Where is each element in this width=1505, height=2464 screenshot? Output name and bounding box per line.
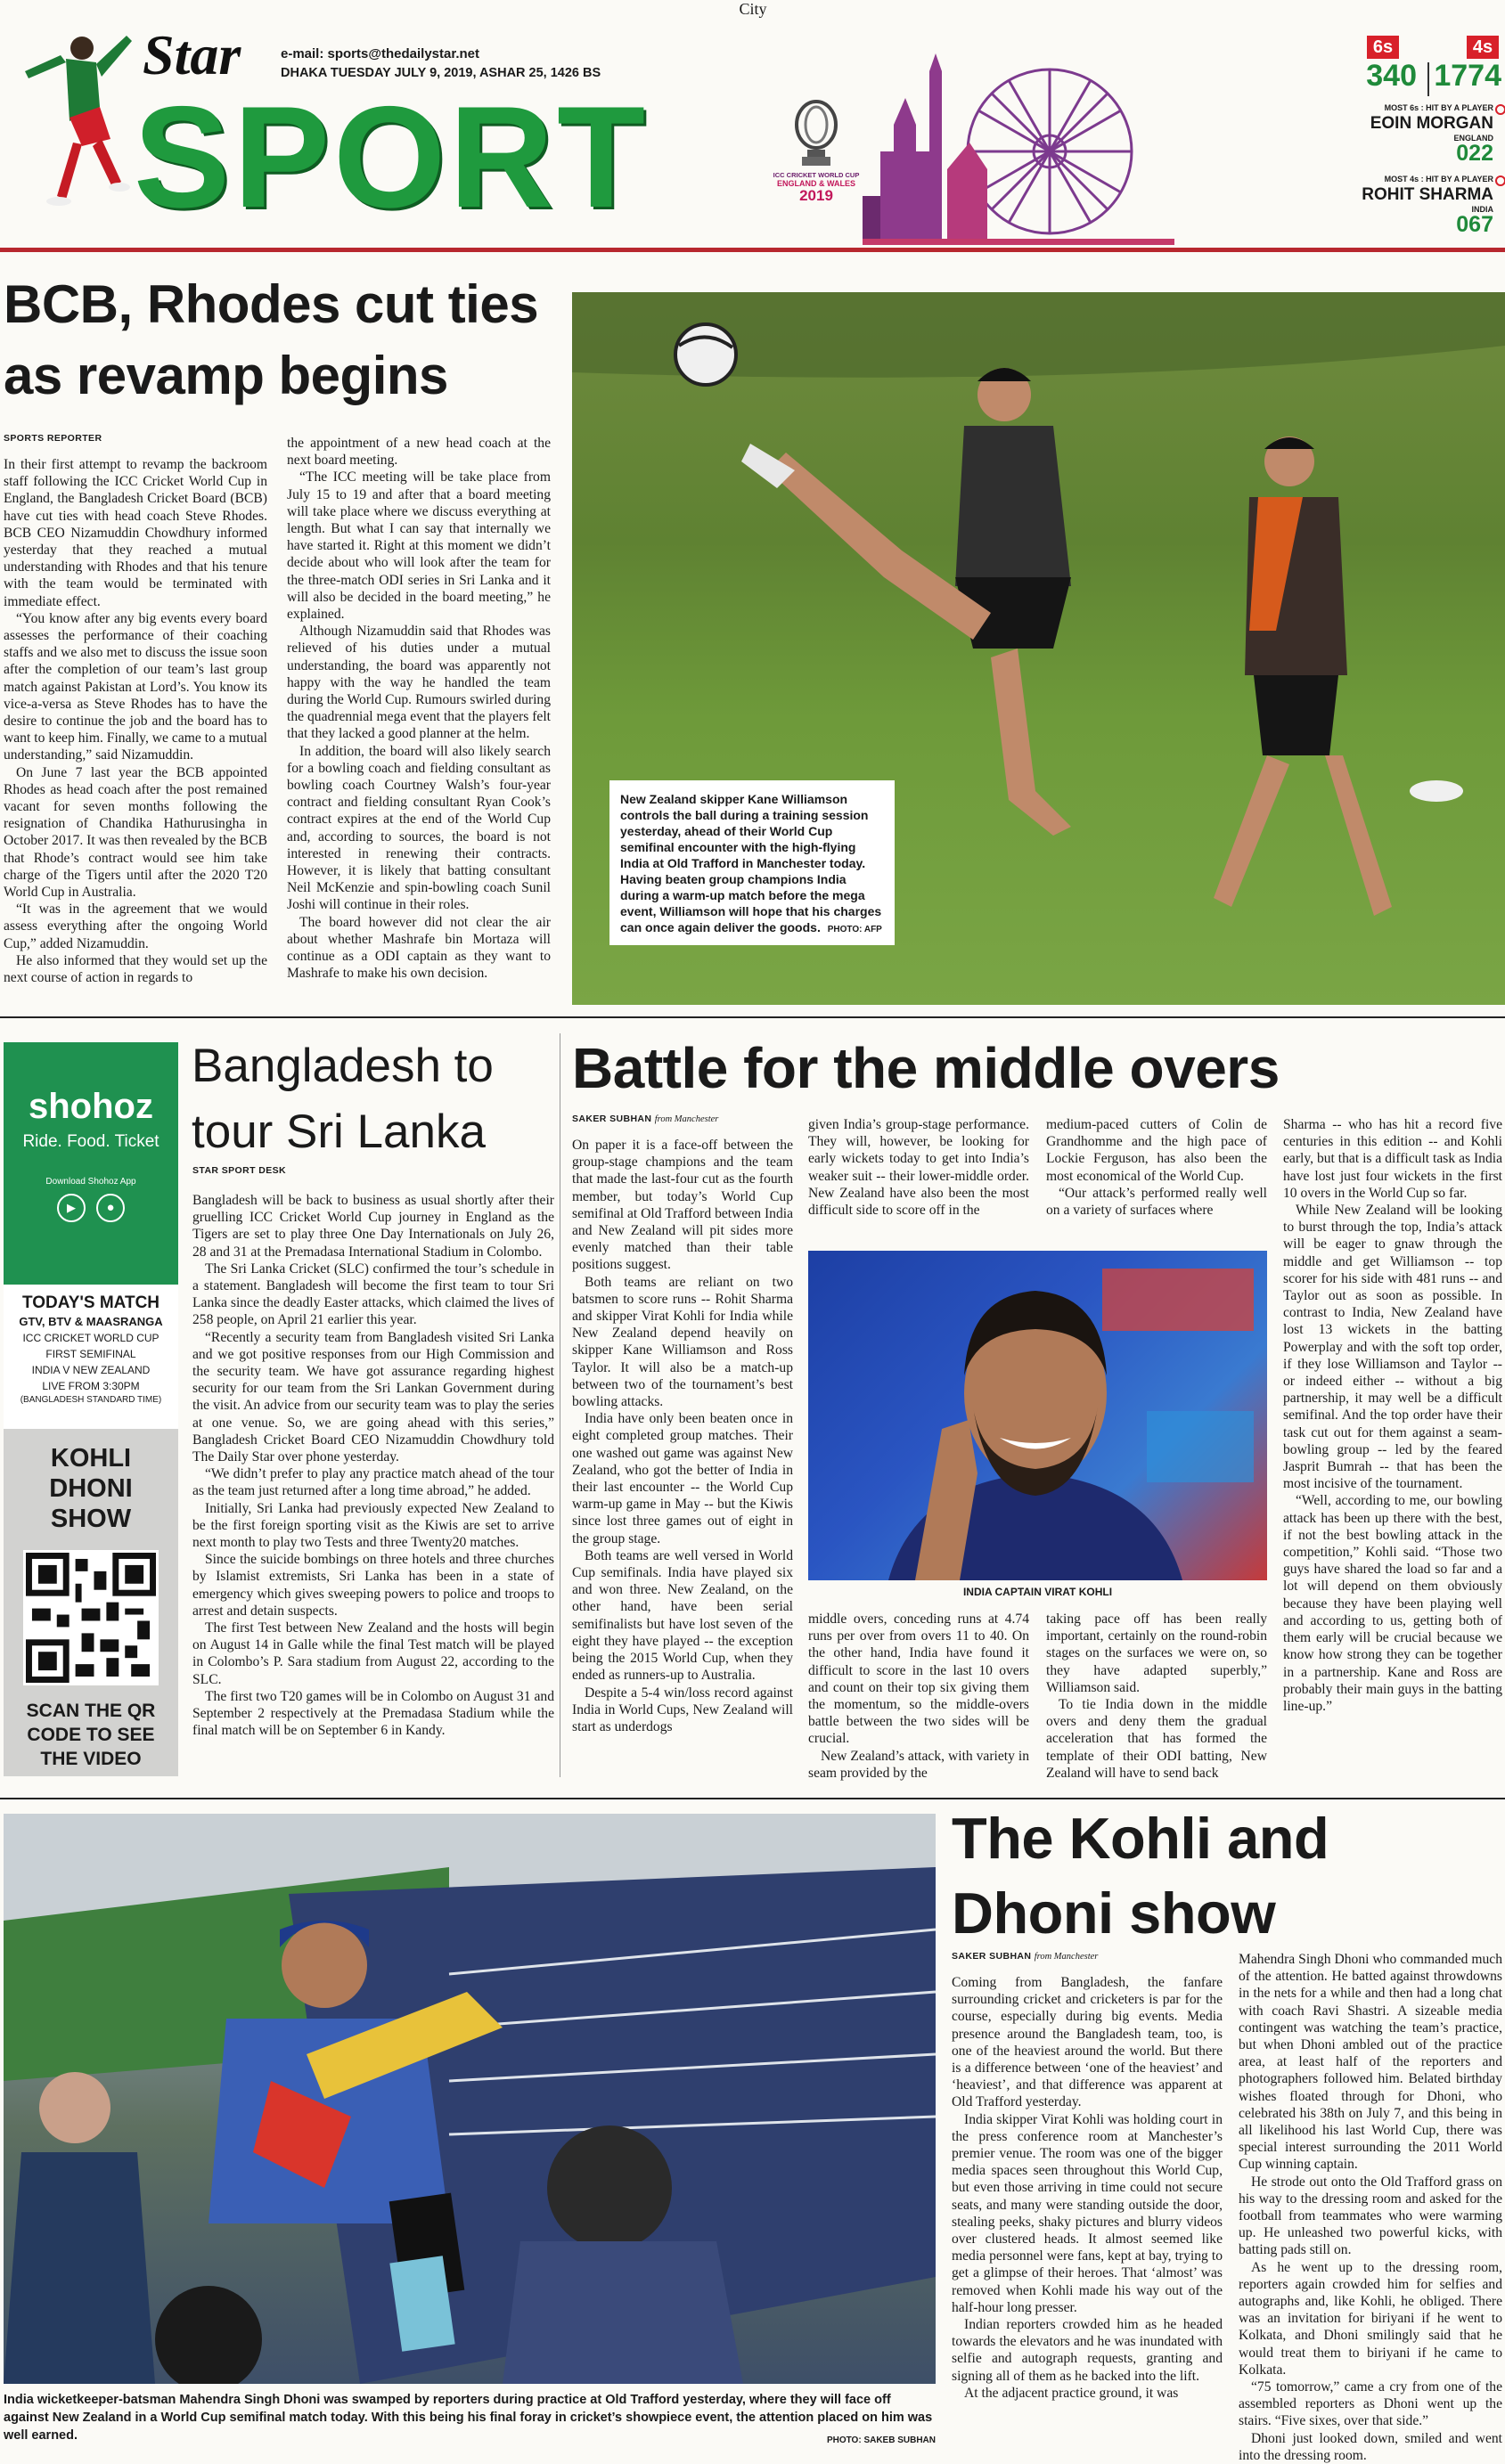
- promo-scan-line1: SCAN THE QR: [26, 1701, 156, 1721]
- stats-panel: [1346, 36, 1505, 249]
- story3-col3-bottom: [1046, 1611, 1267, 1782]
- body-paragraph: He also informed that they would set up the next course of action in regards to: [4, 952, 267, 986]
- record-dot-icon: [1495, 175, 1505, 186]
- masthead-dateline: DHAKA TUESDAY JULY 9, 2019, ASHAR 25, 1426 BS: [281, 66, 601, 80]
- body-paragraph: “75 tomorrow,” came a cry from one of the assembled reporters as Dhoni went up the stairs. “Five sixes, over that side.”: [1239, 2379, 1502, 2429]
- story3-byline-name: SAKER SUBHAN: [572, 1114, 652, 1124]
- wc-logo-line2: ENGLAND & WALES: [776, 179, 855, 188]
- story3-col3-top: [1046, 1116, 1267, 1219]
- section-divider: [0, 1016, 1505, 1018]
- todays-match-round: FIRST SEMIFINAL: [45, 1348, 136, 1360]
- bowler-figure-image: [4, 21, 137, 244]
- sixes-label: 6s: [1367, 36, 1399, 59]
- story4-photo-caption: India wicketkeeper-batsman Mahendra Singh Dhoni was swamped by reporters during practice at Old Trafford yesterday, where they will face off against New Zealand in a World Cup semifinal match today. With this being his final foray in cricket’s showpiece event, the attention placed on him was well earned.: [4, 2393, 933, 2443]
- story4-photo-credit: PHOTO: SAKEB SUBHAN: [826, 2435, 936, 2445]
- body-paragraph: The first Test between New Zealand and the hosts will begin on August 14 in Galle while the final Test match will be played in Colombo’s P. Sara stadium from August 22, according to the SLC.: [192, 1620, 554, 1687]
- body-paragraph: Since the suicide bombings on three hotels and three churches by Islamist extremists, Sri Lanka has been in a state of emergency which gives sweeping powers to police and troops to arrest and detain suspects.: [192, 1552, 554, 1619]
- body-paragraph: In addition, the board will also likely search for a bowling coach and fielding consultant as bowling coach Courtney Walsh’s four-year contract and fielding consultant Ryan Cook’s contract expires at the end of the World Cup and, according to sources, the board is not interested in renewing their contracts. However, it is likely that batting consultant Neil McKenzie and spin-bowling coach Sunil Joshi will continue in their roles.: [287, 743, 551, 913]
- todays-match-fixture: INDIA V NEW ZEALAND: [31, 1364, 151, 1376]
- story1-photo-caption-box: [609, 780, 895, 945]
- todays-match-channels: GTV, BTV & MAASRANGA: [19, 1315, 163, 1328]
- body-paragraph: “Recently a security team from Bangladesh visited Sri Lanka and we got positive responses from our High Commission and the security team. We have got assurance regarding highest security for our team from the Sri Lankan Government during the visit. An advice from our security team was to play the series at one venue. So, we are going ahead with this series,” Bangladesh Cricket Board CEO Nizamuddin Chowdhury told The Daily Star over phone yesterday.: [192, 1329, 554, 1465]
- williamson-training-photo: [572, 292, 1505, 1005]
- body-paragraph: Initially, Sri Lanka had previously expected New Zealand to be the first foreign sporting visit as the Kiwis are set to arrive next month to play two Tests and three Twenty20 matches.: [192, 1500, 554, 1551]
- body-paragraph: On June 7 last year the BCB appointed Rhodes as head coach after the post remained vacant for seven months following the resignation of Chandika Hathurusingha in October 2017. It was then revealed by the BCB that Rhode’s contract would see him take charge of the Tigers until after the 2020 T20 World Cup in Australia.: [4, 764, 267, 901]
- body-paragraph: “Well, according to me, our bowling attack has been up there with the best, if not the best bowling attack in the competition,” Kohli said. “Those two guys have shared the load so far and a lot will depend on them obviously because they have been playing well and according to us, getting both of them early will be crucial because we know how strong they can be together in a partnership. Kane and Ross are probably their main guys in the batting line-up.”: [1283, 1493, 1502, 1714]
- kohli-press-photo: [808, 1251, 1267, 1580]
- most-sixes-name: EOIN MORGAN: [1370, 114, 1493, 133]
- apple-store-icon[interactable]: ●: [96, 1194, 125, 1222]
- todays-match-timezone: (BANGLADESH STANDARD TIME): [20, 1395, 162, 1405]
- shohoz-tagline: Ride. Food. Ticket: [22, 1132, 159, 1151]
- body-paragraph: Dhoni just looked down, smiled and went into the dressing room.: [1239, 2430, 1502, 2463]
- shohoz-brand: shohoz: [29, 1087, 153, 1126]
- body-paragraph: To tie India down in the middle overs and deny them the gradual acceleration that has formed the template of their ODI batting, New Zealand will have to send back: [1046, 1697, 1267, 1781]
- most-fours-value: 067: [1456, 212, 1493, 237]
- page-label: City: [739, 0, 767, 18]
- promo-title-line1: KOHLI: [50, 1444, 132, 1473]
- todays-match-title: TODAY'S MATCH: [21, 1293, 160, 1312]
- story4-col1: [952, 1974, 1223, 2402]
- story1-photo-credit: PHOTO: AFP: [827, 925, 882, 934]
- body-paragraph: India have only been beaten once in eight completed group matches. Their one washed out game was against New Zealand, who got the better of India in their last encounter -- the World Cup warm-up game in May -- but the Kiwis since lost three games out of eight in the group stage.: [572, 1411, 793, 1546]
- section-divider: [0, 1798, 1505, 1799]
- shohoz-download: Download Shohoz App: [45, 1177, 136, 1187]
- play-store-icon[interactable]: ▶: [57, 1194, 86, 1222]
- body-paragraph: India skipper Virat Kohli was holding court in the press conference room at Manchester’s premier venue. The room was one of the bigger media spaces seen throughout this World Cup, but even those arriving in time could not secure seats, and many were standing outside the door, stealing peeks, shaky pictures and blurry videos over clustered heads. It almost seemed like media personnel were fans, kept at bay, trying to get a glimpse of their heroes. That ‘almost’ was removed when Kohli made his way out of the half-hour long presser.: [952, 2111, 1223, 2315]
- body-paragraph: Indian reporters crowded him as he headed towards the elevators and he was inundated with selfie and autograph requests, granting and signing all of them as he backed into the lift.: [952, 2317, 1223, 2384]
- wc-logo-line1: ICC CRICKET WORLD CUP: [773, 171, 860, 179]
- body-paragraph: middle overs, conceding runs at 4.74 runs per over from overs 11 to 40. On the other hand, India have found it difficult to score in the last 10 overs and count on their top six giving them the momentum, so the middle-overs battle between the two sides will be crucial.: [808, 1611, 1029, 1747]
- promo-scan-line3: THE VIDEO: [40, 1749, 142, 1769]
- dhoni-reporters-photo: [4, 1814, 936, 2384]
- promo-title-line3: SHOW: [50, 1505, 132, 1533]
- body-paragraph: medium-paced cutters of Colin de Grandhomme and the high pace of Lockie Ferguson, has also been the most economical of the World Cup.: [1046, 1117, 1267, 1184]
- skyline-illustration: [863, 18, 1174, 245]
- body-paragraph: Both teams are reliant on two batsmen to score runs -- Rohit Sharma and skipper Virat Kohli for India while New Zealand depend heavily on skipper Kane Williamson and Ross Taylor. It will also be a match-up between two of the tournament’s best bowling attacks.: [572, 1274, 793, 1410]
- fours-value: 1774: [1434, 59, 1501, 93]
- stats-divider: [1427, 62, 1429, 96]
- promo-scan-line2: CODE TO SEE: [27, 1725, 155, 1745]
- story3-byline: [572, 1114, 718, 1124]
- body-paragraph: “Our attack’s performed really well on a variety of surfaces where: [1046, 1185, 1267, 1219]
- story1-photo-caption: New Zealand skipper Kane Williamson controls the ball during a training session yesterday, ahead of their World Cup semifinal encounter with the high-flying India at Old Trafford in Manchester today. Having beaten group champions India during a warm-up match before the mega event, Williamson will hope that his charges can once again deliver the goods.: [620, 792, 882, 934]
- body-paragraph: On paper it is a face-off between the group-stage champions and the team that made the last-four cut as the fourth member, but today’s World Cup semifinal at Old Trafford between India and New Zealand will pit sides more evenly matched than their table positions suggest.: [572, 1138, 793, 1273]
- most-sixes-team: ENGLAND: [1453, 134, 1493, 143]
- body-paragraph: “It was in the agreement that we would assess everything after the ongoing World Cup,” added Nizamuddin.: [4, 902, 267, 951]
- story3-byline-from: from Manchester: [654, 1114, 719, 1124]
- body-paragraph: The first two T20 games will be in Colombo on August 31 and September 2 respectively at the Premadasa Stadium while the final match will be on September 6 in Kandy.: [192, 1688, 554, 1739]
- video-promo-box[interactable]: [4, 1429, 178, 1776]
- story4-byline: [952, 1951, 1098, 1962]
- masthead-rule: [0, 248, 1505, 252]
- story4-photo-caption-wrap: [4, 2391, 936, 2450]
- body-paragraph: Sharma -- who has hit a record five centuries in this edition -- and Kohli early, but that is a difficult task as India have lost just four wickets in the first 10 overs in the World Cup so far.: [1283, 1117, 1502, 1201]
- body-paragraph: In their first attempt to revamp the backroom staff following the ICC Cricket World Cup in England, the Bangladesh Cricket Board (BCB) have cut ties with head coach Steve Rhodes. BCB CEO Nizamuddin Chowdhury informed yesterday that they reached a mutual understanding with Rhodes and that his tenure with the team would be terminated with immediate effect.: [4, 457, 267, 609]
- sixes-value: 340: [1366, 59, 1417, 93]
- masthead-logo-star: Star: [143, 23, 241, 86]
- story3-col4: [1283, 1116, 1502, 1715]
- most-sixes-value: 022: [1456, 141, 1493, 166]
- most-fours-team: INDIA: [1471, 205, 1493, 214]
- story2-byline: STAR SPORT DESK: [192, 1165, 286, 1176]
- body-paragraph: Bangladesh will be back to business as usual shortly after their gruelling ICC Cricket World Cup journey in England as the Tigers are set to play three One Day Internationals on July 26, 28 and 31 at the Premadasa International Stadium in Colombo.: [192, 1193, 554, 1260]
- masthead-logo-sport: SPORT: [134, 77, 650, 238]
- most-fours-name: ROHIT SHARMA: [1362, 185, 1493, 204]
- masthead-email: e-mail: sports@thedailystar.net: [281, 46, 480, 61]
- story2-headline: Bangladesh to tour Sri Lanka: [192, 1040, 494, 1158]
- trophy-icon: [789, 98, 843, 171]
- story4-byline-name: SAKER SUBHAN: [952, 1951, 1032, 1962]
- body-paragraph: Mahendra Singh Dhoni who commanded much of the attention. He batted against throwdowns in the nets for a while and then had a long chat with coach Ravi Shastri. A sizeable media contingent was watching the team’s practice, but when Dhoni ambled out of the practice area, at least half of the reporters and photographers followed him. Belated birthday wishes floated through for Dhoni, who celebrated his 38th on July 7, and this being in all likelihood his last World Cup, there was special interest surrounding the 2011 World Cup winning captain.: [1239, 1952, 1502, 2173]
- body-paragraph: At the adjacent practice ground, it was: [964, 2385, 1179, 2401]
- promo-title-line2: DHONI: [49, 1474, 133, 1503]
- todays-match-event: ICC CRICKET WORLD CUP: [22, 1332, 159, 1344]
- body-paragraph: Both teams are well versed in World Cup semifinals. India have played six and won three. New Zealand, on the other hand, have been serial semifinalists but have lost seven of the eight they have played -- the exception being the 2015 World Cup, when they ended as runners-up to Australia.: [572, 1547, 793, 1684]
- body-paragraph: Despite a 5-4 win/loss record against India in World Cups, New Zealand will start as underdogs: [572, 1685, 793, 1734]
- story3-headline: Battle for the middle overs: [572, 1036, 1280, 1100]
- todays-match-time: LIVE FROM 3:30PM: [42, 1380, 140, 1392]
- body-paragraph: Coming from Bangladesh, the fanfare surrounding cricket and cricketers is par for the course, especially during big events. Media presence around the Bangladesh team, too, is one of the heaviest around the world. But there is a difference between ‘one of the heaviest’ and ‘heaviest’, and that difference was apparent at Old Trafford yesterday.: [952, 1975, 1223, 2110]
- body-paragraph: He strode out onto the Old Trafford grass on his way to the dressing room and asked for the football from teammates who were warming up. He unleashed two powerful kicks, with batting pads still on.: [1239, 2174, 1502, 2258]
- most-fours-label: MOST 4s : HIT BY A PLAYER: [1384, 175, 1493, 184]
- qr-code-icon[interactable]: [23, 1550, 159, 1685]
- body-paragraph: given India’s group-stage performance. They will, however, be looking for early wickets today to get into India’s weaker suit -- their lower-middle order. New Zealand have also been the most difficult side to score off in the: [808, 1117, 1029, 1219]
- story2-body: [192, 1192, 554, 1740]
- body-paragraph: New Zealand’s attack, with variety in seam provided by the: [808, 1748, 1029, 1781]
- body-paragraph: “The ICC meeting will be take place from July 15 to 19 and after that a board meeting will take place where we discuss everything at length. But what I can say that internally we have started it. Right at this moment we didn’t decide about who will look after the team for the three-match ODI series in Sri Lanka and it will also be decided in the board meeting,” he explained.: [287, 469, 551, 623]
- story3-col2-top: [808, 1116, 1029, 1219]
- world-cup-logo: [772, 98, 861, 232]
- story3-col2-bottom: [808, 1611, 1029, 1782]
- shohoz-ad[interactable]: [4, 1042, 178, 1434]
- most-sixes-label: MOST 6s : HIT BY A PLAYER: [1384, 103, 1493, 112]
- story4-byline-from: from Manchester: [1034, 1952, 1099, 1962]
- story4-col2: [1239, 1951, 1502, 2464]
- story4-headline: The Kohli and Dhoni show: [952, 1806, 1329, 1946]
- body-paragraph: “You know after any big events every board assesses the performance of their coaching staffs and we also met to discuss the issue soon after the completion of our team’s last group match against Pakistan at Lord’s. You know its vice-a-versa as Steve Rhodes has to have the desire to continue the job and the board has to want to keep him. Finally, we came to a mutual understanding,” said Nizamuddin.: [4, 610, 267, 763]
- body-paragraph: The Sri Lanka Cricket (SLC) confirmed the tour’s schedule in a statement. Bangladesh will become the first team to tour Sri Lanka since the deadly Easter attacks, which claimed the lives of 258 people, on April 21 earlier this year.: [192, 1261, 554, 1328]
- story3-photo-caption: INDIA CAPTAIN VIRAT KOHLI: [962, 1586, 1113, 1598]
- fours-label: 4s: [1467, 36, 1499, 59]
- story1-headline: BCB, Rhodes cut ties as revamp begins: [4, 274, 539, 405]
- body-paragraph: The board however did not clear the air about whether Mashrafe bin Mortaza will continue as a ODI captain as they want to Mashrafe to make his own decision.: [287, 914, 551, 982]
- body-paragraph: “We didn’t prefer to play any practice match ahead of the tour as the team just returned after a long time abroad,” he added.: [192, 1466, 554, 1499]
- body-paragraph: As he went up to the dressing room, reporters again crowded him for selfies and autographs and, like Kohli, he obliged. There was an invitation for biriyani if he went to Kolkata, and Dhoni smilingly said that he would treat them to biriyani if he came to Kolkata.: [1239, 2259, 1502, 2378]
- body-paragraph: Although Nizamuddin said that Rhodes was relieved of his duties under a mutual understanding, the board was apparently not happy with the way he handled the team during the World Cup. Rumours swirled during the quadrennial mega event that the players felt that they lacked a good planner at the helm.: [287, 624, 551, 742]
- wc-logo-year: 2019: [799, 187, 833, 204]
- body-paragraph: taking pace off has been really important, certainly on the round-robin stages on the surfaces we were on, so they have adapted superbly,” Williamson said.: [1046, 1611, 1267, 1695]
- story1-col1: [4, 456, 267, 986]
- body-paragraph: While New Zealand will be looking to burst through the top, India’s attack will be eager to gnaw through the middle and get Williamson -- top scorer for his side with 481 runs -- and Taylor out as soon as possible. In contrast to India, New Zealand have lost 13 wickets in the batting Powerplay and with the soft top order, if they lose Williamson and Taylor -- or indeed either -- without a big partnership, it may well be a difficult semifinal. And the top order have their task cut out for them against a seam-bowling group -- led by the feared Jasprit Bumrah -- that has been the most incisive of the tournament.: [1283, 1203, 1502, 1492]
- story1-byline: SPORTS REPORTER: [4, 433, 102, 444]
- story3-col1: [572, 1137, 793, 1735]
- body-paragraph: the appointment of a new head coach at the next board meeting.: [287, 436, 551, 469]
- story1-col2: [287, 435, 551, 983]
- record-dot-icon: [1495, 104, 1505, 115]
